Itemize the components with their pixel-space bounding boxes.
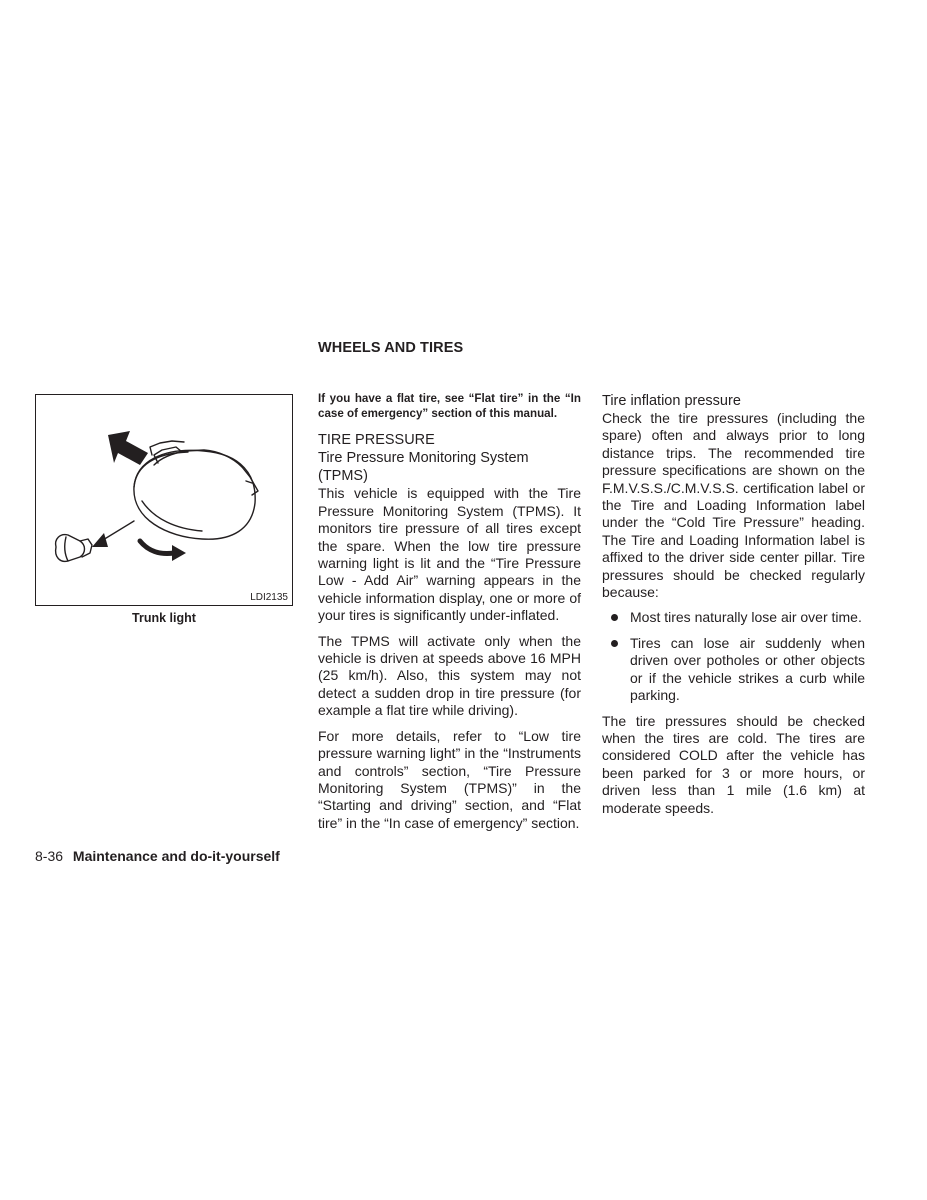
trunk-light-illustration (36, 395, 292, 605)
list-item: Most tires naturally lose air over time. (602, 609, 865, 626)
list-item: Tires can lose air suddenly when driven over potholes or other objects or if the vehicle strikes a curb while parking. (602, 635, 865, 705)
tire-pressure-heading: TIRE PRESSURE (318, 432, 435, 448)
column-left (318, 392, 581, 840)
inflation-subheading: Tire inflation pressure (602, 393, 741, 409)
bullet-list (602, 609, 865, 704)
paragraph: The tire pressures should be checked when the tires are cold. The tires are considered COLD after the vehicle has been parked for 3 or more hours, or driven less than 1 mile (1.6 km) at moderate speeds. (602, 712, 865, 816)
column-right (602, 392, 865, 825)
section-title: WHEELS AND TIRES (318, 340, 464, 356)
paragraph: The TPMS will activate only when the vehicle is driven at speeds above 16 MPH (25 km/h). Also, this system may not detect a sudden drop in tire pressure (for example a flat tire while driving). (318, 632, 581, 719)
page-number: 8-36 (35, 848, 64, 864)
tpms-subheading: Tire Pressure Monitoring System (TPMS) (318, 450, 529, 485)
trunk-light-figure (35, 394, 293, 606)
paragraph: This vehicle is equipped with the Tire Pressure Monitoring System (TPMS). It monitors tire pressure of all tires except the spare. When the low tire pressure warning light is lit and the “Tire Pressure Low - Add Air” warning appears in the vehicle information display, one or more of your tires is significantly under-inflated. (318, 485, 581, 624)
flat-tire-note: If you have a flat tire, see “Flat tire” in the “In case of emergency” section of this manual. (318, 392, 581, 420)
figure-caption: Trunk light (132, 611, 196, 625)
paragraph: For more details, refer to “Low tire pressure warning light” in the “Instruments and controls” section, “Tire Pressure Monitoring System (TPMS)” in the “Starting and driving” section, and “Flat tire” in the “In case of emergency” section. (318, 727, 581, 831)
footer-section: Maintenance and do-it-yourself (72, 848, 280, 864)
page-footer (35, 848, 280, 864)
paragraph: Check the tire pressures (including the spare) often and always prior to long distance trips. The recommended tire pressure specifications are shown on the F.M.V.S.S./C.M.V.S.S. certification label or the Tire and Loading Information label under the “Cold Tire Pressure” heading. The Tire and Loading Information label is affixed to the driver side center pillar. Tire pressures should be checked regularly because: (602, 410, 865, 601)
figure-code: LDI2135 (250, 592, 288, 603)
